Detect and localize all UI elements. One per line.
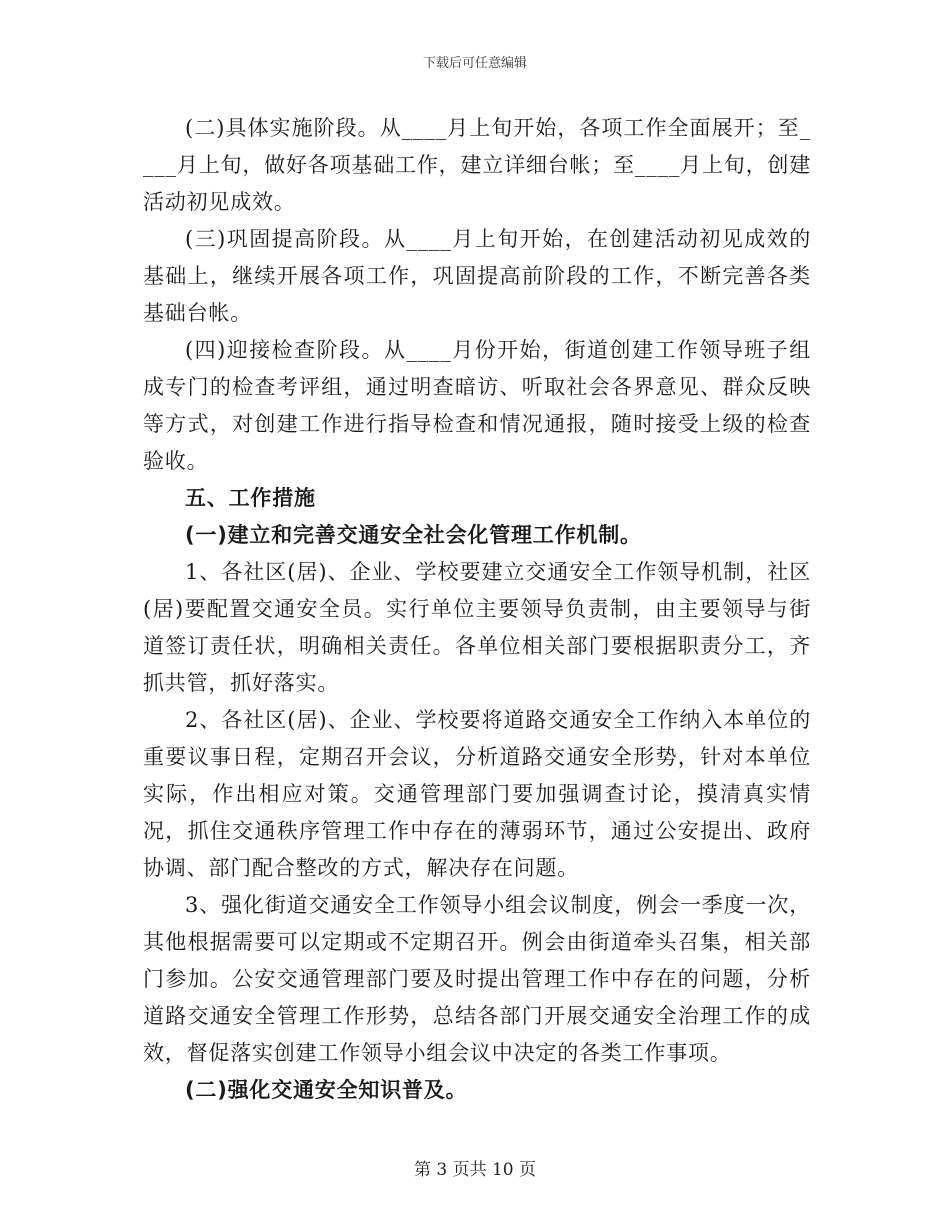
subsection-heading-mechanism: (一)建立和完善交通安全社会化管理工作机制。 [185, 523, 642, 547]
paragraph-implementation-stage: (二)具体实施阶段。从____月上旬开始，各项工作全面展开；至____月上旬，做好各项基础工作，建立详细台帐；至____月上旬，创建活动初见成效。 [143, 116, 811, 214]
header-note: 下载后可任意编辑 [422, 56, 527, 71]
subsection-heading-knowledge: (二)强化交通安全知识普及。 [185, 1078, 468, 1102]
list-item-1: 1、各社区(居)、企业、学校要建立交通安全工作领导机制，社区(居)要配置交通安全员。实行单位主要领导负责制，由主要领导与街道签订责任状，明确相关责任。各单位相关部门要根据职责分工，齐抓共管，抓好落实。 [143, 560, 811, 695]
paragraph-consolidation-stage: (三)巩固提高阶段。从____月上旬开始，在创建活动初见成效的基础上，继续开展各项工作，巩固提高前阶段的工作，不断完善各类基础台帐。 [143, 227, 811, 325]
section-heading-work-measures: 五、工作措施 [185, 486, 316, 510]
list-item-3: 3、强化街道交通安全工作领导小组会议制度，例会一季度一次，其他根据需要可以定期或不定期召开。例会由街道牵头召集，相关部门参加。公安交通管理部门要及时提出管理工作中存在的问题，分析道路交通安全管理工作形势，总结各部门开展交通安全治理工作的成效，督促落实创建工作领导小组会议中决定的各类工作事项。 [143, 893, 811, 1065]
list-item-2: 2、各社区(居)、企业、学校要将道路交通安全工作纳入本单位的重要议事日程，定期召开会议，分析道路交通安全形势，针对本单位实际，作出相应对策。交通管理部门要加强调查讨论，摸清真实情况，抓住交通秩序管理工作中存在的薄弱环节，通过公安提出、政府协调、部门配合整改的方式，解决存在问题。 [143, 708, 811, 880]
page-number: 第 3 页共 10 页 [413, 1160, 537, 1180]
paragraph-inspection-stage: (四)迎接检查阶段。从____月份开始，街道创建工作领导班子组成专门的检查考评组，通过明查暗访、听取社会各界意见、群众反映等方式，对创建工作进行指导检查和情况通报，随时接受上级的检查验收。 [143, 338, 811, 473]
document-body [143, 110, 811, 1109]
